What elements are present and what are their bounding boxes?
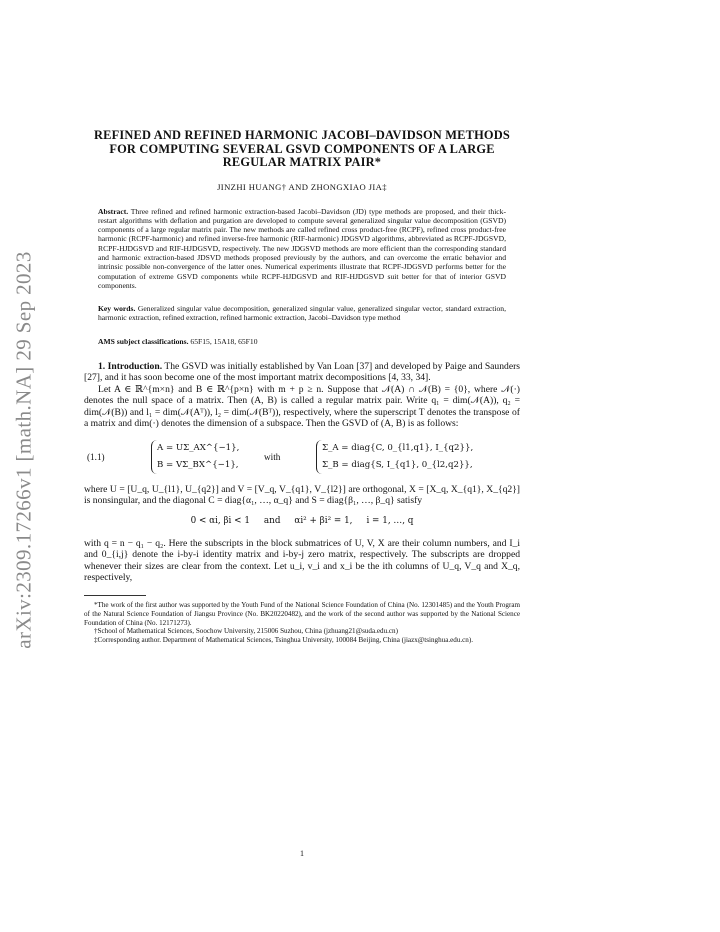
introduction-section — [84, 361, 520, 583]
equation-left-brace — [151, 440, 239, 474]
abstract — [98, 207, 506, 291]
equation-a: A = UΣ_AX^{−1}, — [157, 442, 240, 453]
arxiv-id: arXiv:2309.17266v1 [math.NA] 29 Sep 2023 — [11, 251, 36, 649]
keywords-text: Generalized singular value decomposition, generalized singular value, generalized singular vector, standard extraction, harmonic extraction, refined extraction, refined harmonic extraction, Jacobi–Davidson type method — [98, 304, 507, 323]
footnote-author-1: †School of Mathematical Sciences, Soochow University, 215006 Suzhou, China (jzhuang21@suda.edu.cn) — [94, 627, 398, 636]
inequality-display: 0 < αi, βi < 1 and αi² + βi² = 1, i = 1, …, q — [190, 516, 414, 527]
equation-sigma-b: Σ_B = diag{S, I_{q1}, 0_{l2,q2}}, — [322, 459, 473, 470]
equation-1-1 — [84, 440, 520, 476]
intro-paragraph-1 — [84, 361, 520, 384]
intro-paragraph-4: with q = n − q₁ − q₂. Here the subscripts in the block submatrices of U, V, X are their column numbers, and I_i and 0_{i,j} denote the i-by-i identity matrix and i-by-j zero matrix, respectively. The subscripts are dropped whenever their sizes are clear from the context. Let u_i, v_i and x_i be the ith columns of U_q, V_q and X_q, respectively, — [84, 537, 520, 583]
keywords — [98, 304, 506, 323]
ams-classifications — [98, 337, 506, 346]
equation-sigma-a: Σ_A = diag{C, 0_{l1,q1}, I_{q2}}, — [322, 442, 474, 453]
keywords-heading: Key words. — [98, 304, 136, 314]
equation-with: with — [264, 451, 281, 462]
footnotes — [84, 601, 520, 644]
equation-b: B = VΣ_BX^{−1}, — [157, 459, 239, 470]
paper-authors: JINZHI HUANG† AND ZHONGXIAO JIA‡ — [217, 181, 387, 192]
ams-text: 65F15, 15A18, 65F10 — [190, 336, 258, 346]
intro-paragraph-2: Let A ∈ ℝ^{m×n} and B ∈ ℝ^{p×n} with m + p ≥ n. Suppose that 𝒩(A) ∩ 𝒩(B) = {0}, where 𝒩(·) denotes the null space of a matrix. Then (A, B) is called a regular matrix pair. Write q₁ = dim(𝒩(A)), q₂ = dim(𝒩(B)) and l₁ = dim(𝒩(Aᵀ)), l₂ = dim(𝒩(Bᵀ)), respectively, where the superscript T denotes the transpose of a matrix and dim(·) denotes the dimension of a subspace. Then the GSVD of (A, B) is as follows: — [84, 383, 520, 430]
intro-text-1: The GSVD was initially established by Van Loan [37] and developed by Paige and Saunders [27], and it has soon become one of the most important matrix decompositions [4, 33, 34]. — [84, 361, 521, 384]
page-number: 1 — [300, 849, 304, 858]
section-heading: 1. Introduction. — [98, 361, 163, 373]
intro-paragraph-3: where U = [U_q, U_{l1}, U_{q2}] and V = [V_q, V_{q1}, V_{l2}] are orthogonal, X = [X_q, X_{q1}, X_{q2}] is nonsingular, and the diagonal C = diag{α₁, …, α_q} and S = diag{β₁, …, β_q} satisfy — [84, 483, 520, 506]
footnote-rule — [84, 595, 146, 596]
arxiv-sidebar — [6, 230, 42, 670]
paper-page — [84, 122, 520, 644]
abstract-heading: Abstract. — [98, 206, 129, 216]
paper-title: REFINED AND REFINED HARMONIC JACOBI–DAVIDSON METHODS FOR COMPUTING SEVERAL GSVD COMPONENTS OF A LARGE REGULAR MATRIX PAIR* — [93, 128, 510, 169]
abstract-text: Three refined and refined harmonic extraction-based Jacobi–Davidson (JD) type methods are proposed, and their thick-restart algorithms with deflation and purgation are developed to compute several generalized singular value decomposition (GSVD) components of a large regular matrix pair. The new methods are called refined cross product-free (RCPF), refined cross product-free harmonic (RCPF-harmonic) and refined inverse-free harmonic (RIF-harmonic) JDGSVD algorithms, abbreviated as RCPF-JDGSVD, RCPF-HJDGSVD and RIF-HJDGSVD, respectively. The new JDGSVD methods are more efficient than the corresponding standard and harmonic extraction-based JDSVD methods proposed previously by the authors, and can overcome the erratic behavior and intrinsic possible non-convergence of the latter ones. Numerical experiments illustrate that RCPF-JDGSVD performs better for the computation of extreme GSVD components while RCPF-HJDGSVD and RIF-HJDGSVD suit better for that of interior GSVD components. — [98, 206, 506, 290]
equation-label: (1.1) — [87, 451, 105, 462]
equation-right-brace — [316, 440, 473, 474]
footnote-funding: *The work of the first author was supported by the Youth Fund of the National Science Foundation of China (No. 12301485) and the Youth Program of the Natural Science Foundation of Jiangsu Province (No. BK20220482), and the work of the second author was supported by the National Science Foundation of China (No. 12171273). — [84, 601, 520, 627]
footnote-author-2: ‡Corresponding author. Department of Mathematical Sciences, Tsinghua University, 100084 Beijing, China (jiazx@tsinghua.edu.cn). — [94, 635, 473, 644]
ams-heading: AMS subject classifications. — [98, 336, 189, 346]
